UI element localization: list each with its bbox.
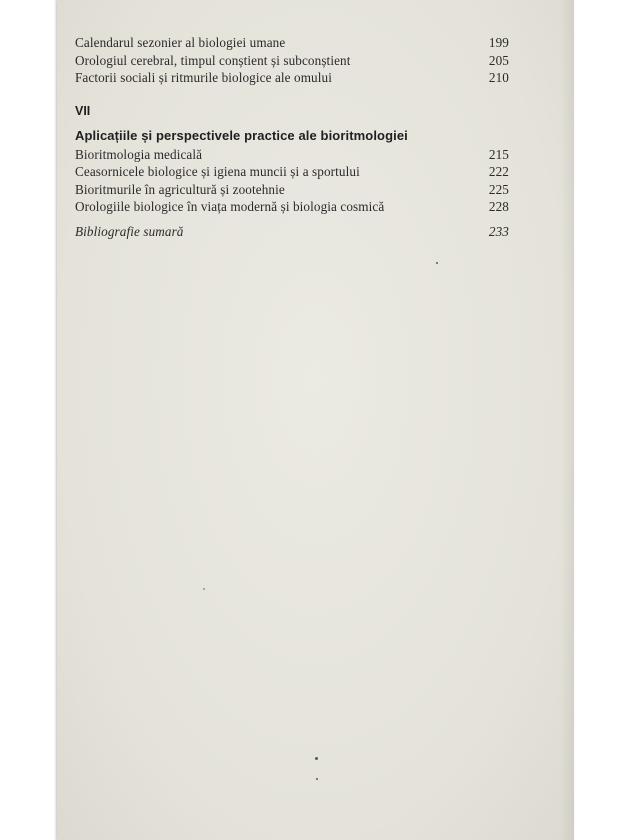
toc-entry [75,181,509,199]
bibliography-page: 233 [488,223,509,239]
chapter-entries [75,146,509,216]
toc-entry [75,52,509,70]
toc-entry-page: 222 [488,164,509,179]
bibliography-title: Bibliografie sumară [75,223,184,239]
chapter-number: VII [75,103,91,118]
paper-speck [436,262,438,264]
toc-entry-title: Bioritmurile în agricultură și zootehnie [75,181,285,197]
toc-entry-page: 205 [488,52,509,68]
paper-speck [203,588,205,590]
toc-entry [75,34,509,52]
toc-entry [75,198,509,216]
paper-speck [315,757,318,760]
toc-entry-page: 199 [488,35,509,50]
toc-entry [75,163,509,181]
table-of-contents [75,34,509,240]
toc-entry-title: Ceasornicele biologice și igiena muncii și a sportului [75,164,360,179]
book-page [57,0,574,840]
toc-entry [75,146,509,164]
toc-entry-page: 228 [488,199,509,214]
toc-entry-page: 210 [488,70,509,85]
toc-entry-page: 225 [488,181,509,197]
toc-entry-title: Factorii sociali și ritmurile biologice ale omului [75,70,332,85]
chapter-title: Aplicațiile și perspectivele practice ale bioritmologiei [75,127,408,143]
bibliography-entry [75,223,509,241]
paper-speck [316,778,318,780]
toc-entry-title: Bioritmologia medicală [75,146,203,162]
toc-entry-title: Calendarul sezonier al biologiei umane [75,35,286,50]
toc-entry-title: Orologiile biologice în viața modernă și biologia cosmică [75,199,385,214]
toc-entry-title: Orologiul cerebral, timpul conștient și subconștient [75,52,351,68]
toc-entry [75,69,509,87]
toc-entry-page: 215 [488,146,509,162]
